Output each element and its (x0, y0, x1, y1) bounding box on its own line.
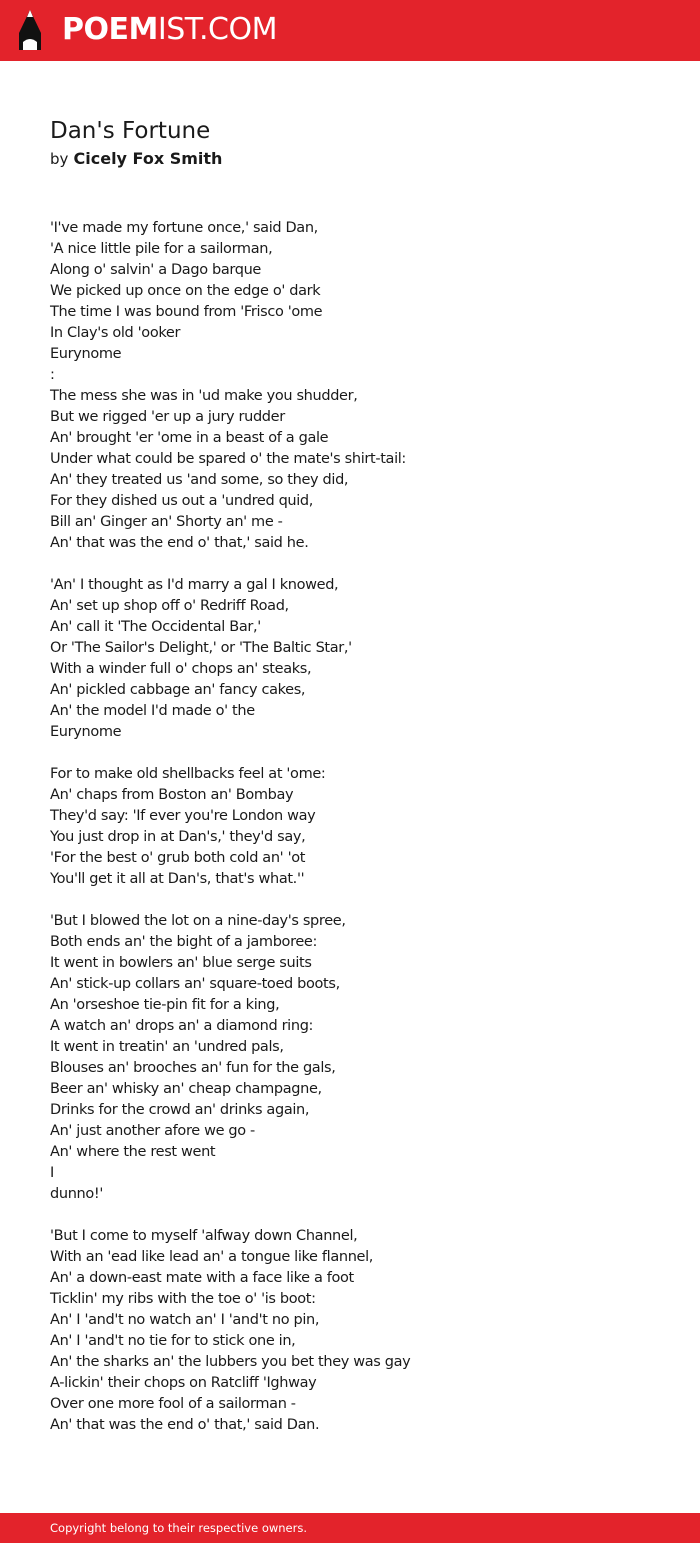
poem-line: 'But I come to myself 'alfway down Channel, (50, 1228, 358, 1244)
poem-line: : (50, 367, 55, 383)
poem-line: An' brought 'er 'ome in a beast of a gale (50, 430, 329, 446)
poem-line: An' the model I'd made o' the (50, 703, 255, 719)
poem-line: The mess she was in 'ud make you shudder, (50, 388, 358, 404)
poem-line: 'For the best o' grub both cold an' 'ot (50, 850, 306, 866)
poem-line: 'A nice little pile for a sailorman, (50, 241, 273, 257)
poem-line: Bill an' Ginger an' Shorty an' me - (50, 514, 283, 530)
poem-line: With an 'ead like lead an' a tongue like flannel, (50, 1249, 374, 1265)
poem-line: An' pickled cabbage an' fancy cakes, (50, 682, 306, 698)
byline-prefix: by (50, 150, 69, 168)
poem-line: Both ends an' the bight of a jamboree: (50, 934, 318, 950)
poem-line: It went in bowlers an' blue serge suits (50, 955, 312, 971)
poem-line: For they dished us out a 'undred quid, (50, 493, 314, 509)
poem-line: 'But I blowed the lot on a nine-day's spree, (50, 913, 346, 929)
poem-line: They'd say: 'If ever you're London way (50, 808, 316, 824)
poem-line: A-lickin' their chops on Ratcliff 'Ighway (50, 1375, 317, 1391)
stanza-break (50, 743, 670, 764)
poem-line: An' the sharks an' the lubbers you bet they was gay (50, 1354, 411, 1370)
poem-body (50, 218, 670, 1436)
poem-line: Eurynome (50, 724, 122, 740)
poem-line: dunno!' (50, 1186, 103, 1202)
poem-line: A watch an' drops an' a diamond ring: (50, 1018, 314, 1034)
poem-line: An' chaps from Boston an' Bombay (50, 787, 294, 803)
poem-line: An 'orseshoe tie-pin fit for a king, (50, 997, 280, 1013)
poem-line: Along o' salvin' a Dago barque (50, 262, 261, 278)
copyright-notice: Copyright belong to their respective owners. (50, 1521, 308, 1535)
stanza-break (50, 1205, 670, 1226)
poem-line: An' set up shop off o' Redriff Road, (50, 598, 289, 614)
poem-line: 'An' I thought as I'd marry a gal I knowed, (50, 577, 339, 593)
site-footer (0, 1513, 700, 1543)
author-name: Cicely Fox Smith (73, 149, 223, 168)
poem-line: For to make old shellbacks feel at 'ome: (50, 766, 326, 782)
poem-line: Drinks for the crowd an' drinks again, (50, 1102, 310, 1118)
poem-line: Eurynome (50, 346, 122, 362)
poem-line: 'I've made my fortune once,' said Dan, (50, 220, 318, 236)
poem-line: You'll get it all at Dan's, that's what.'' (50, 871, 305, 887)
poem-line: An' I 'and't no watch an' I 'and't no pin, (50, 1312, 320, 1328)
poem-line: An' they treated us 'and some, so they did, (50, 472, 349, 488)
poem-line: You just drop in at Dan's,' they'd say, (50, 829, 306, 845)
site-logo[interactable] (62, 12, 277, 48)
poem-line: Over one more fool of a sailorman - (50, 1396, 296, 1412)
pencil-tip-icon[interactable] (17, 9, 43, 52)
poem-title: Dan's Fortune (50, 118, 211, 144)
poem-line: An' stick-up collars an' square-toed boots, (50, 976, 340, 992)
poem-line: Blouses an' brooches an' fun for the gals, (50, 1060, 336, 1076)
stanza-break (50, 890, 670, 911)
poem-line: An' that was the end o' that,' said Dan. (50, 1417, 320, 1433)
poem-line: The time I was bound from 'Frisco 'ome (50, 304, 323, 320)
poem-line: An' where the rest went (50, 1144, 216, 1160)
poem-line: An' call it 'The Occidental Bar,' (50, 619, 261, 635)
byline (50, 148, 222, 170)
poem-line: But we rigged 'er up a jury rudder (50, 409, 285, 425)
logo-text-light: IST.COM (157, 12, 277, 47)
poem-line: In Clay's old 'ooker (50, 325, 181, 341)
poem-line: Or 'The Sailor's Delight,' or 'The Baltic Star,' (50, 640, 352, 656)
poem-line: An' that was the end o' that,' said he. (50, 535, 309, 551)
poem-line: An' just another afore we go - (50, 1123, 255, 1139)
stanza-break (50, 554, 670, 575)
poem-line: An' I 'and't no tie for to stick one in, (50, 1333, 296, 1349)
poem-line: Ticklin' my ribs with the toe o' 'is boot: (50, 1291, 316, 1307)
logo-text-bold: POEM (62, 12, 158, 47)
poem-line: An' a down-east mate with a face like a foot (50, 1270, 354, 1286)
poem-line: It went in treatin' an 'undred pals, (50, 1039, 284, 1055)
poem-line: I (50, 1165, 54, 1181)
poem-line: Under what could be spared o' the mate's shirt-tail: (50, 451, 406, 467)
poem-line: With a winder full o' chops an' steaks, (50, 661, 312, 677)
poem-line: Beer an' whisky an' cheap champagne, (50, 1081, 322, 1097)
poem-line: We picked up once on the edge o' dark (50, 283, 321, 299)
site-header (0, 0, 700, 61)
